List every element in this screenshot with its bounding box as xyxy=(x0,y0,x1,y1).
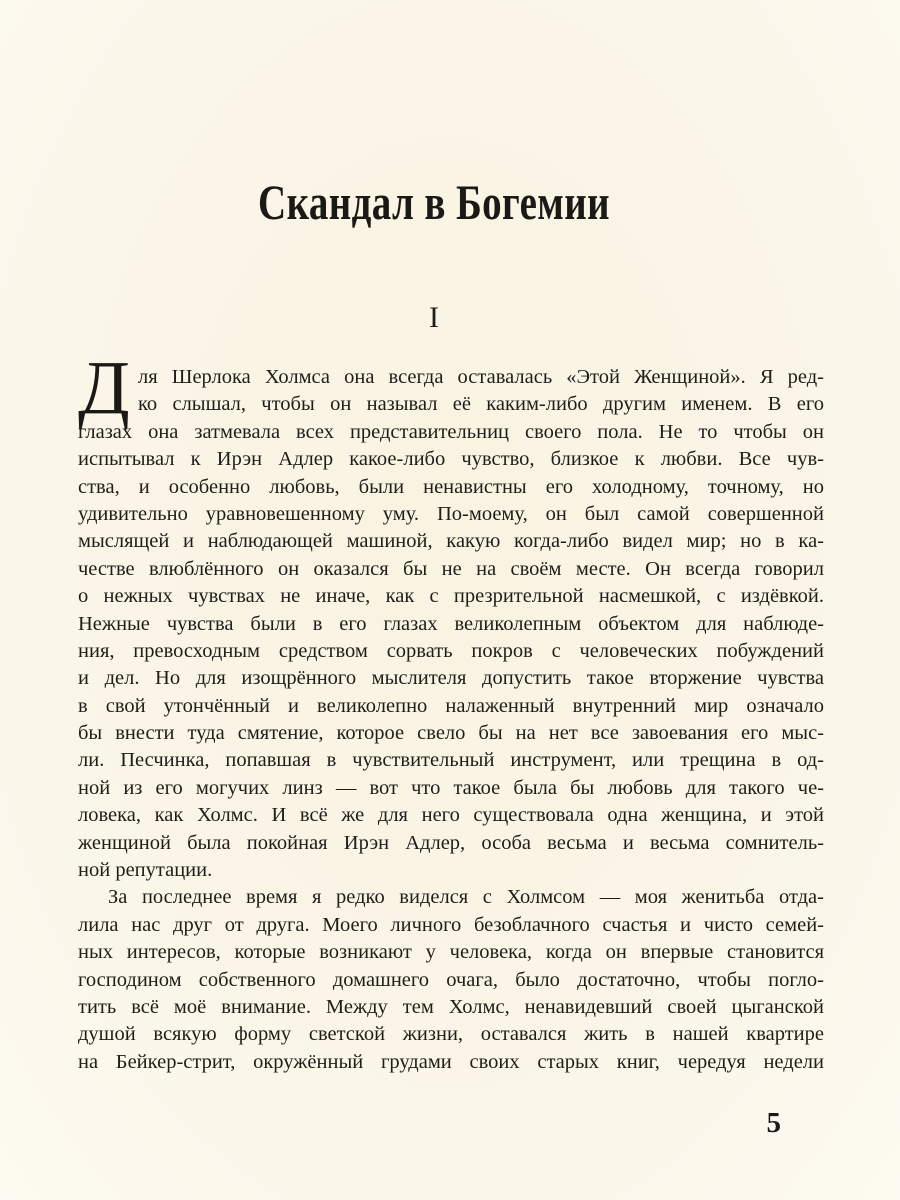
text-line: мыслящей и наблюдающей машиной, какую когда-либо видел мир; но в ка- xyxy=(78,530,824,553)
text-line: лила нас друг от друга. Моего личного безоблачного счастья и чисто семей- xyxy=(78,913,824,936)
text-line: ных интересов, которые возникают у человека, когда он впервые становится xyxy=(78,941,824,964)
text-line: душой всякую форму светской жизни, оставался жить в нашей квартире xyxy=(78,1023,824,1046)
text-line: ли. Песчинка, попавшая в чувствительный инструмент, или трещина в од- xyxy=(78,749,824,772)
text-line: господином собственного домашнего очага, было достаточно, чтобы погло- xyxy=(78,968,824,991)
text-line: удивительно уравновешенному уму. По-моему, он был самой совершенной xyxy=(78,502,824,525)
text-line: о нежных чувствах не иначе, как с презрительной насмешкой, с издёвкой. xyxy=(78,585,824,608)
text-line: За последнее время я редко виделся с Холмсом — моя женитьба отда- xyxy=(108,886,824,909)
text-line: и дел. Но для изощрённого мыслителя допустить такое вторжение чувства xyxy=(78,667,824,690)
text-line: на Бейкер-стрит, окружённый грудами своих старых книг, чередуя недели xyxy=(78,1050,824,1073)
chapter-numeral: I xyxy=(429,301,439,334)
text-line: ния, превосходным средством сорвать покров с человеческих побуждений xyxy=(78,639,824,662)
text-line: ловека, как Холмс. И всё же для него существовала одна женщина, и этой xyxy=(78,804,824,827)
text-line: честве влюблённого он оказался бы не на своём месте. Он всегда говорил xyxy=(78,557,824,580)
story-title: Скандал в Богемии xyxy=(258,174,610,230)
text-line: тить всё моё внимание. Между тем Холмс, ненавидевший своей цыганской xyxy=(78,995,824,1018)
text-line: глазах она затмевала всех представительниц своего пола. Не то чтобы он xyxy=(78,420,824,443)
text-line: бы внести туда смятение, которое свело бы на нет все завоевания его мыс- xyxy=(78,722,824,745)
text-line: ной из его могучих линз — вот что такое была бы любовь для такого че- xyxy=(78,776,824,799)
text-line: ля Шерлока Холмса она всегда оставалась «Этой Женщиной». Я ред- xyxy=(138,366,824,388)
text-line: ства, и особенно любовь, были ненавистны его холодному, точному, но xyxy=(78,475,824,498)
drop-cap-letter: Д xyxy=(78,346,130,430)
text-line: ной репутации. xyxy=(78,859,213,882)
text-line: ко слышал, чтобы он называл её каким-либо другим именем. В его xyxy=(138,393,824,416)
text-line: в свой утончённый и великолепно налаженный внутренний мир означало xyxy=(78,694,824,717)
body-text xyxy=(78,364,824,1076)
text-line: Нежные чувства были в его глазах великолепным объектом для наблюде- xyxy=(78,612,824,635)
text-line: испытывал к Ирэн Адлер какое-либо чувство, близкое к любви. Все чув- xyxy=(78,448,824,471)
page-number: 5 xyxy=(766,1107,781,1139)
text-line: женщиной была покойная Ирэн Адлер, особа весьма и весьма сомнитель- xyxy=(78,831,824,854)
